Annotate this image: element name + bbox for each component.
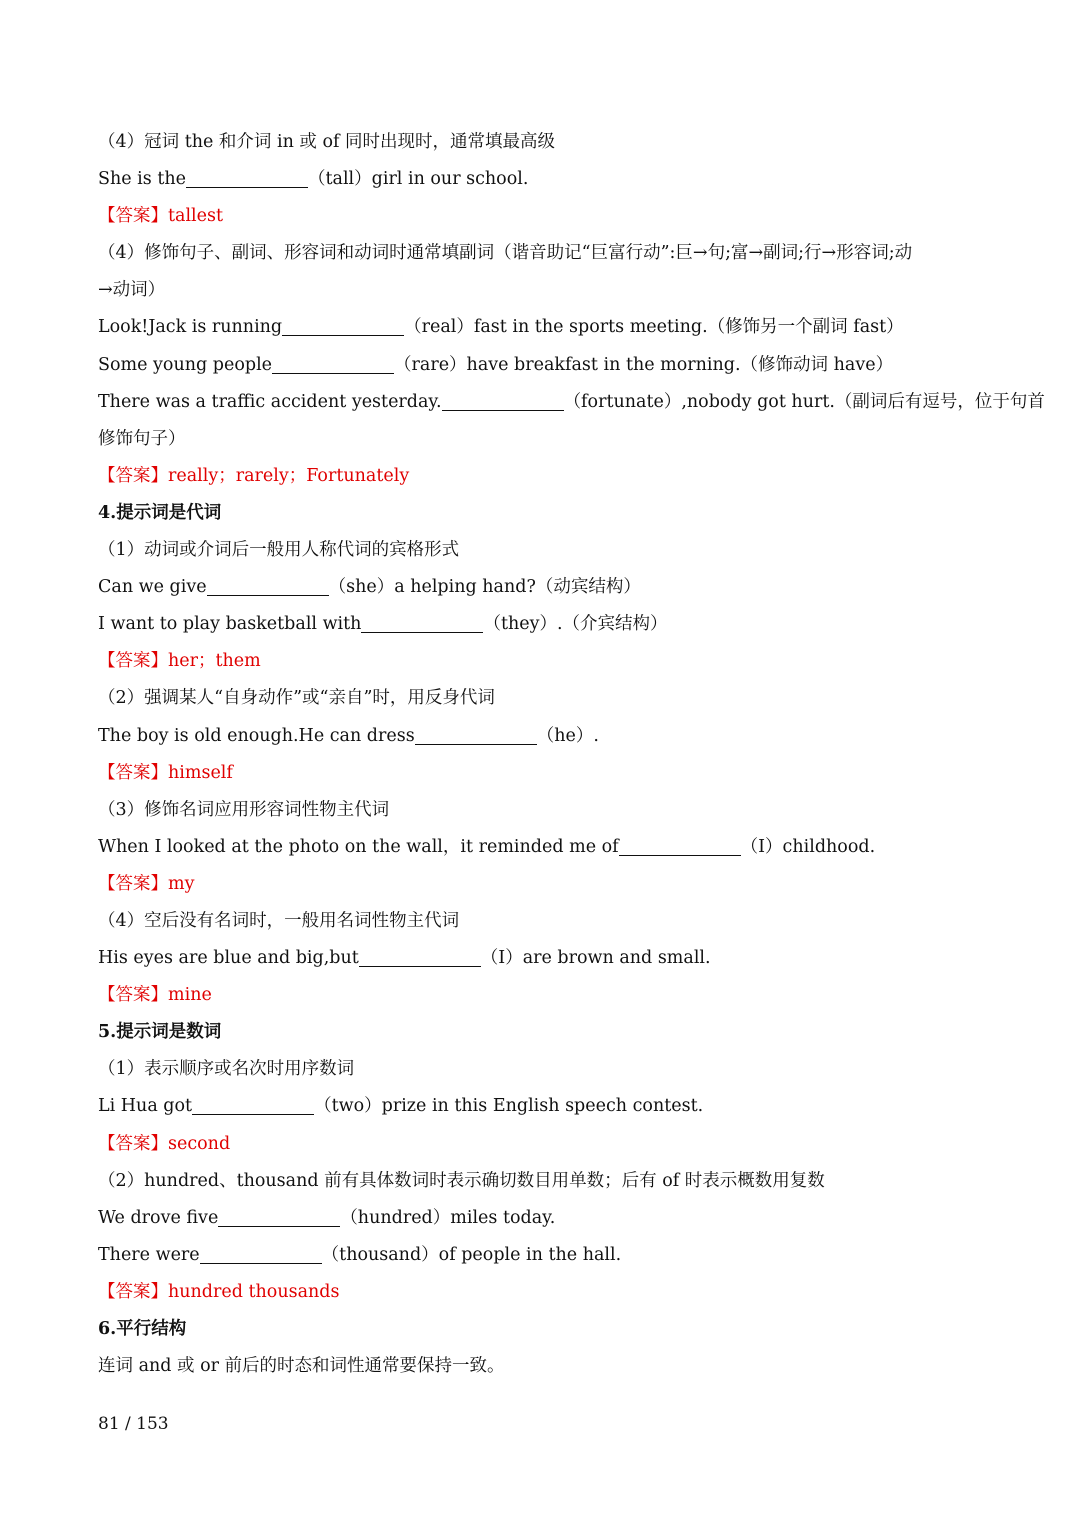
answer-line: [98, 198, 988, 235]
fill-in-blank[interactable]: [207, 594, 329, 596]
page-number: 81 / 153: [98, 1414, 169, 1434]
line-text: 【答案】my: [98, 873, 195, 894]
line-text: There was a traffic accident yesterday.: [98, 391, 442, 412]
rule-text: [98, 903, 988, 940]
section-heading: [98, 1311, 988, 1348]
line-text: （1）动词或介词后一般用人称代词的宾格形式: [98, 540, 460, 561]
line-text: When I looked at the photo on the wall，it reminded me of: [98, 836, 619, 857]
line-text: Li Hua got: [98, 1096, 193, 1117]
line-text: （she）a helping hand?（动宾结构）: [328, 577, 641, 598]
line-text: 【答案】himself: [98, 762, 233, 783]
exercise-question: [98, 161, 988, 198]
answer-line: [98, 1126, 988, 1163]
answer-line: [98, 755, 988, 792]
fill-in-blank[interactable]: [282, 334, 404, 336]
answer-line: [98, 643, 988, 680]
line-text: Look!Jack is running: [98, 317, 283, 338]
answer-line: [98, 1274, 988, 1311]
line-text: （1）表示顺序或名次时用序数词: [98, 1059, 355, 1080]
exercise-question: [98, 384, 1045, 421]
line-text: （3）修饰名词应用形容词性物主代词: [98, 799, 390, 820]
rule-text: [98, 680, 988, 717]
line-text: Can we give: [98, 577, 207, 598]
answer-line: [98, 866, 988, 903]
line-text: We drove five: [98, 1207, 219, 1228]
exercise-question: [98, 606, 988, 643]
line-text: （real）fast in the sports meeting.（修饰另一个副词 fast）: [404, 317, 904, 338]
exercise-question: [98, 718, 988, 755]
exercise-question: [98, 347, 988, 384]
fill-in-blank[interactable]: [192, 1113, 314, 1115]
answer-line: [98, 458, 988, 495]
line-text: 连词 and 或 or 前后的时态和词性通常要保持一致。: [98, 1356, 505, 1377]
line-text: The boy is old enough.He can dress: [98, 725, 415, 746]
exercise-question: [98, 1088, 988, 1125]
exercise-question: [98, 829, 988, 866]
exercise-question: [98, 1237, 988, 1274]
fill-in-blank[interactable]: [415, 743, 537, 745]
line-text: Some young people: [98, 354, 273, 375]
answer-line: [98, 977, 988, 1014]
rule-text: [98, 1051, 988, 1088]
rule-text: [98, 421, 988, 458]
document-body: [98, 124, 1045, 1385]
line-text: （2）强调某人“自身动作”或“亲自”时，用反身代词: [98, 688, 495, 709]
exercise-question: [98, 1200, 988, 1237]
fill-in-blank[interactable]: [272, 372, 394, 374]
line-text: （fortunate）,nobody got hurt.（副词后有逗号，位于句首: [563, 391, 1045, 412]
line-text: She is the: [98, 169, 186, 190]
line-text: 【答案】mine: [98, 985, 212, 1006]
line-text: （I）are brown and small.: [480, 948, 711, 969]
fill-in-blank[interactable]: [619, 854, 741, 856]
line-text: →动词）: [98, 280, 166, 301]
fill-in-blank[interactable]: [361, 631, 483, 633]
section-heading: [98, 1014, 988, 1051]
line-text: （they）.（介宾结构）: [483, 614, 668, 635]
line-text: 【答案】hundred thousands: [98, 1281, 340, 1302]
line-text: （4）空后没有名词时，一般用名词性物主代词: [98, 910, 460, 931]
rule-text: [98, 792, 988, 829]
line-text: （4）修饰句子、副词、形容词和动词时通常填副词（谐音助记“巨富行动”:巨→句;富→副词;行→形容词;动: [98, 243, 913, 264]
fill-in-blank[interactable]: [200, 1262, 322, 1264]
line-text: 5.提示词是数词: [98, 1022, 222, 1043]
line-text: （2）hundred、thousand 前有具体数词时表示确切数目用单数；后有 of 时表示概数用复数: [98, 1170, 825, 1191]
line-text: 4.提示词是代词: [98, 502, 222, 523]
section-heading: [98, 495, 988, 532]
rule-text: [98, 1348, 988, 1385]
fill-in-blank[interactable]: [186, 186, 308, 188]
line-text: 修饰句子）: [98, 428, 186, 449]
line-text: His eyes are blue and big,but: [98, 948, 359, 969]
line-text: （he）.: [536, 725, 599, 746]
fill-in-blank[interactable]: [359, 965, 481, 967]
exercise-question: [98, 940, 988, 977]
rule-text: [98, 124, 988, 161]
fill-in-blank[interactable]: [442, 409, 564, 411]
line-text: 【答案】second: [98, 1133, 231, 1154]
line-text: （two）prize in this English speech contest.: [314, 1096, 704, 1117]
line-text: （4）冠词 the 和介词 in 或 of 同时出现时，通常填最高级: [98, 132, 556, 152]
fill-in-blank[interactable]: [218, 1225, 340, 1227]
line-text: 6.平行结构: [98, 1319, 187, 1339]
line-text: 【答案】really；rarely；Fortunately: [98, 465, 410, 486]
exercise-question: [98, 569, 988, 606]
line-text: （tall）girl in our school.: [307, 169, 529, 190]
line-text: （rare）have breakfast in the morning.（修饰动词 have）: [394, 354, 894, 375]
rule-text: [98, 235, 988, 272]
line-text: （hundred）miles today.: [340, 1207, 556, 1228]
line-text: 【答案】her；them: [98, 651, 261, 672]
line-text: 【答案】tallest: [98, 206, 224, 227]
rule-text: [98, 272, 988, 309]
exercise-question: [98, 309, 988, 346]
line-text: I want to play basketball with: [98, 614, 362, 635]
line-text: There were: [98, 1244, 200, 1265]
line-text: （thousand）of people in the hall.: [321, 1244, 622, 1265]
line-text: （I）childhood.: [740, 836, 876, 857]
rule-text: [98, 532, 988, 569]
rule-text: [98, 1163, 988, 1200]
